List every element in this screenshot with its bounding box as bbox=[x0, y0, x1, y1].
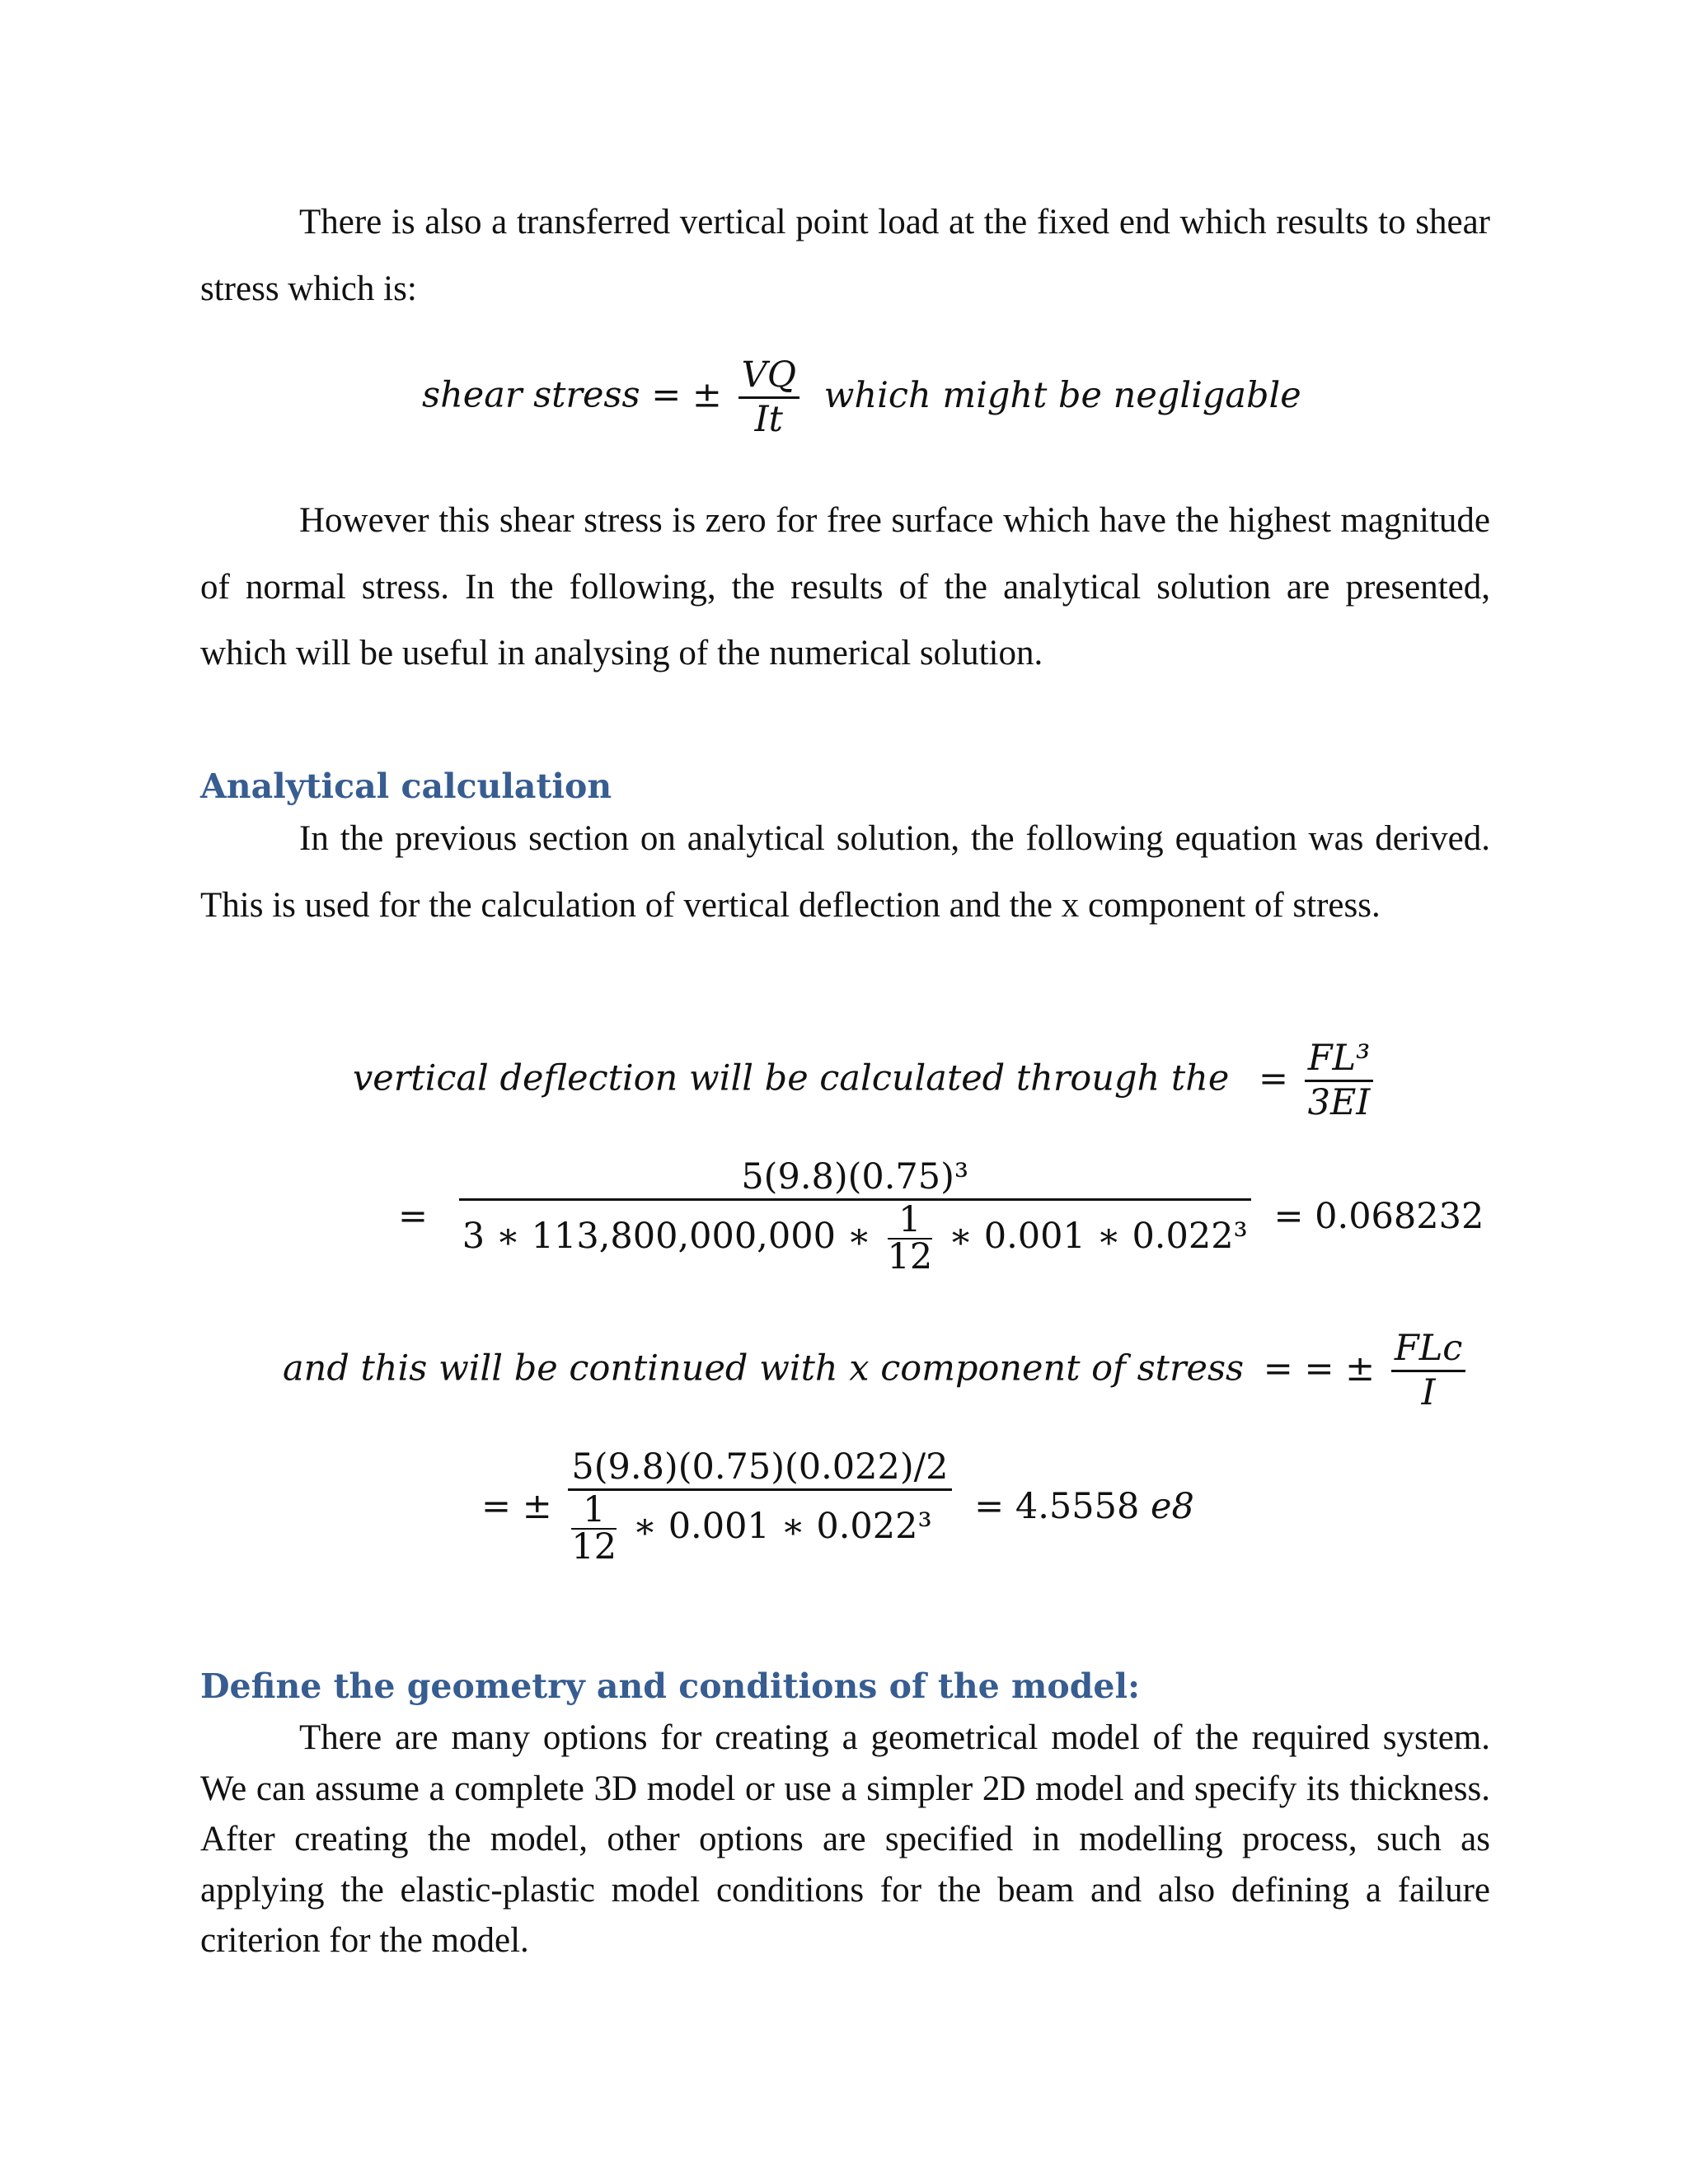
numerator: 5(9.8)(0.75)³ bbox=[741, 1156, 969, 1197]
denominator: 3EI bbox=[1307, 1082, 1371, 1124]
denominator bbox=[568, 1489, 935, 1568]
equals-sign: = bbox=[1258, 1057, 1288, 1099]
fraction-bar bbox=[568, 1488, 951, 1491]
fraction-one-twelfth bbox=[887, 1199, 933, 1277]
stress-result-value: = 4.5558 bbox=[974, 1485, 1140, 1527]
paragraph-analytical-intro: In the previous section on analytical solution, the following equation was derived. This is used for the calculation of vertical deflection and the x component of stress. bbox=[200, 819, 1490, 925]
equals-plusminus: = = ± bbox=[1263, 1347, 1376, 1390]
denominator: I bbox=[1421, 1372, 1436, 1414]
equation-stress-calc bbox=[481, 1446, 1194, 1568]
equals-sign: = bbox=[398, 1195, 429, 1237]
den-left: 3 ∗ 113,800,000,000 ∗ bbox=[462, 1215, 871, 1257]
equation-deflection bbox=[353, 1040, 1378, 1122]
fraction-bar bbox=[459, 1198, 1251, 1201]
small-den: 12 bbox=[887, 1235, 933, 1277]
numerator: 5(9.8)(0.75)(0.022)/2 bbox=[571, 1446, 949, 1488]
shear-stress-label: shear stress bbox=[422, 374, 640, 416]
heading-define-geometry: Define the geometry and conditions of the model: bbox=[200, 1666, 1141, 1706]
denominator bbox=[459, 1199, 1251, 1277]
stress-text: and this will be continued with x component of stress bbox=[283, 1347, 1245, 1390]
numerator: VQ bbox=[741, 354, 796, 396]
numerator: FLc bbox=[1394, 1328, 1463, 1369]
fraction-deflection bbox=[459, 1156, 1251, 1277]
den-right: ∗ 0.001 ∗ 0.022³ bbox=[948, 1215, 1248, 1257]
denominator: It bbox=[754, 399, 783, 441]
small-num: 1 bbox=[583, 1489, 606, 1531]
small-num: 1 bbox=[898, 1199, 921, 1241]
heading-analytical-calculation: Analytical calculation bbox=[200, 766, 612, 806]
paragraph-geometry: There are many options for creating a geometrical model of the required system. We can assume a complete 3D model or use a simpler 2D model and specify its thickness. After creating the model, other options are specified in modelling process, such as applying the elastic-plastic model conditions for the beam and also defining a failure criterion for the model. bbox=[200, 1718, 1490, 1960]
equation-stress bbox=[283, 1330, 1470, 1412]
equals-plusminus: = ± bbox=[481, 1485, 552, 1527]
equals-plusminus: = ± bbox=[651, 374, 722, 416]
fraction-vq-it bbox=[738, 354, 799, 441]
deflection-result: = 0.068232 bbox=[1273, 1195, 1484, 1237]
den-right: ∗ 0.001 ∗ 0.022³ bbox=[632, 1505, 932, 1547]
small-den: 12 bbox=[571, 1526, 617, 1568]
stress-result bbox=[974, 1486, 1194, 1527]
paragraph-shear-intro: There is also a transferred vertical point load at the fixed end which results to shear stress which is: bbox=[200, 203, 1490, 308]
fraction-one-twelfth bbox=[571, 1489, 617, 1568]
equation-shear-stress bbox=[422, 354, 1301, 441]
equation-deflection-calc bbox=[398, 1156, 1484, 1277]
fraction-stress bbox=[568, 1446, 951, 1568]
numerator: FL³ bbox=[1307, 1038, 1371, 1079]
deflection-text: vertical deflection will be calculated through the bbox=[353, 1057, 1230, 1099]
paragraph-shear-zero: However this shear stress is zero for free surface which have the highest magnitude of normal stress. In the following, the results of the analytical solution are presented, which will be useful in analysing of the numerical solution. bbox=[200, 501, 1490, 673]
fraction-fl3-3ei bbox=[1305, 1040, 1374, 1122]
stress-result-exponent: e8 bbox=[1151, 1485, 1194, 1527]
negligible-note: which might be negligable bbox=[823, 374, 1301, 416]
fraction-flc-i bbox=[1391, 1330, 1465, 1412]
